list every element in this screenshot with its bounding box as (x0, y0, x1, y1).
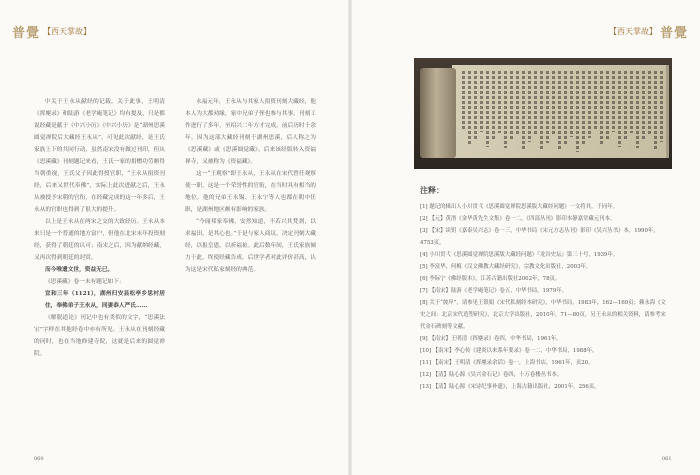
calligraphy-column (498, 71, 501, 133)
paragraph: 《思溪藏》卷一末有题记如下： (45, 279, 125, 285)
footnote: [7] 【南宋】陆游《老学庵笔记》卷五，中华书局，1979年。 (420, 288, 568, 294)
calligraphy-column (486, 71, 489, 147)
calligraphy-column (528, 71, 531, 142)
footnote: [6] 李际宁《佛经版本》，江苏古籍出版社2002年，78页。 (420, 276, 561, 282)
calligraphy-column (534, 71, 537, 135)
calligraphy-column (636, 71, 639, 148)
calligraphy-column (618, 71, 621, 147)
paragraph: 中关于王永从献经的记载。关于此事，王明清《挥麈录》和陆游《老学庵笔记》均有提及，只是都说经藏是献于《中兴小历》《中兴小历》是“湖州思溪圆觉禅院后大藏经王永从”，可见此次献经，是王氏家族上下的共同行动，虽然南宋没有做过刊印，但从《思溪藏》刊刻题记来看，王氏一家的捐赠功劳颇得当朝重视，王氏父子因此得授官职，“王永从捐资刊经，后来又世代奉佛”，实际上此次进献之后，王永从被授予宋朝的官衔，在经藏完成的这一年多后，王永从的官职也得到了很大的提升。 (34, 99, 165, 213)
calligraphy-column (516, 71, 519, 134)
footnote: [3] 【宋】谈钥《嘉泰吴兴志》卷一三，中华书局《宋元方志丛刊》影印《吴兴丛书》本，1990年，4753页。 (420, 228, 659, 246)
calligraphy-column (510, 71, 513, 141)
calligraphy-column (660, 71, 663, 142)
calligraphy-column (594, 71, 597, 131)
footnote: [8] 关于“彼岸”，请参见王银娟《宋代私刻经本研究》，中华书局，1983年，162—169页；赖永海《文史之间：北京宋代造塑研究》，北京大学出版社，2010年，71—80页。另王永从的相关资料，请参考宋代金石碑刻等文献。 (420, 300, 666, 330)
calligraphy-column (504, 71, 507, 148)
calligraphy-column (522, 71, 525, 149)
calligraphy-column (474, 71, 477, 139)
footnote: [9] 【南宋】王明清《挥麈录》卷四，中华书局，1961年。 (420, 336, 562, 342)
footnote: [10] 【南宋】李心传《建炎以来系年要录》卷一二，中华书局，1988年。 (420, 348, 598, 354)
calligraphy-column (654, 71, 657, 149)
paragraph: 《解脱道论》刊记中也有类似的文字，“思溪法宝”字样在其他经卷中亦有所见。王永从在刊刻经藏的同时，也在当地修建寺院，这就是后来的圆觉禅院。 (34, 315, 165, 357)
calligraphy-column (648, 71, 651, 134)
text-column-1 (34, 96, 165, 360)
footnote: [11] 【南宋】王明清《挥麈录余话》卷一，上海书店，1961年，页20。 (420, 360, 594, 366)
sutra-scroll-photo (414, 58, 672, 169)
section-tag: 【西天掌故】 (43, 26, 92, 36)
calligraphy-column (582, 71, 585, 145)
paragraph: “今闻邦家奉佛，安然知道，不若兴其梵刹，以求福田，是其心也。”于是与家人商议，决定刊刻大藏经，以报皇恩，以祈福祉。此后数年间，王氏家族倾力于此，终使经藏告成。后世学者对此评价甚高，认为这是宋代私家刻经的典范。 (185, 219, 316, 273)
calligraphy-column (642, 71, 645, 141)
text-column-2 (185, 96, 316, 276)
calligraphy-column (552, 71, 555, 136)
calligraphy-column (606, 71, 609, 139)
page-number-left: 060 (34, 456, 44, 462)
calligraphy-column (462, 71, 465, 131)
notes-heading: 注释： (420, 185, 444, 195)
calligraphy-column (600, 71, 603, 146)
right-page-header (609, 23, 688, 39)
calligraphy-column (480, 71, 483, 132)
calligraphy-column (540, 71, 543, 150)
calligraphy-column (612, 71, 615, 132)
calligraphy-column (564, 71, 567, 144)
calligraphy-column (588, 71, 591, 138)
calligraphy-column (630, 71, 633, 133)
section-tag: 【西天掌故】 (608, 26, 657, 36)
calligraphy-column (468, 71, 471, 146)
footnote: [4] 小川贯弌《思溪圆觉禅院思溪版大藏经问题》『龙谷史坛』第三十号，1939年。 (420, 252, 619, 258)
calligraphy-column (570, 71, 573, 137)
footnote: [2] 【元】黄溍《金华黄先生文集》卷一二，《四部丛刊》影印本静嘉堂藏元刊本。 (420, 216, 616, 222)
scroll-edge (666, 65, 669, 158)
page-number-right: 061 (662, 456, 672, 462)
left-page-header (12, 23, 91, 39)
footnote: [5] 李富华、何梅《汉文佛教大藏经研究》，宗教文化出版社，2003年。 (420, 264, 592, 270)
calligraphy-column (576, 71, 579, 152)
footnote: [1] 题记的辑出人小川贯弌《思溪圆觉禅院思溪版大藏经问题》一文将其，于同年。 (420, 204, 619, 210)
paragraph: 永福元年，王永从与其家人捐资刊刻大藏经，他本人为大都劝缘，家中兄弟子侄也参与其事。刊刻工作进行了多年，至绍兴二年方才完成，前后历时十余年。因为这部大藏经刊刻于湖州思溪，后人称之为《思溪藏》或《思溪圆觉藏》。后来该经版转入资福禅寺，又被称为《资福藏》。 (185, 99, 316, 165)
paragraph: 这一“王观察”即王永从，王永从在宋代曾任观察使一职，这是一个荣誉性的官衔，在当时具有相当的地位。他的兄弟王永锡、王永宁等人也都在朝中任职，是湖州地区颇有影响的家族。 (185, 171, 316, 213)
brand-logo-text: 普覺 (12, 25, 41, 41)
quote-paragraph: 宣和三年（1121），湖州归安县松亭乡思村居住，奉佛弟子王永从，同妻恭人严氏…… (45, 291, 165, 309)
calligraphy-column (558, 71, 561, 151)
calligraphy-column (546, 71, 549, 143)
footnotes-list (420, 201, 666, 393)
footnote: [12] 【清】陆心源《吴兴金石记》卷四，十万卷楼丛书本。 (420, 372, 563, 378)
calligraphy-column (492, 71, 495, 140)
calligraphy-column (624, 71, 627, 140)
scroll-roller (420, 68, 456, 158)
footnote: [13] 【清】陆心源《宋诗纪事补遗》，上海古籍出版社，2001年，256页。 (420, 384, 600, 390)
quote-paragraph: 而今唯遗文世，资益无已。 (45, 267, 114, 273)
brand-logo-text: 普覺 (659, 25, 688, 41)
paragraph: 以上是王永从在两宋之交的大致经历。王永从本来只是一个普通的地方富户，但他在北宋末年投资刻经，获得了朝廷的认可；南宋之后，因为献纳经藏，又再次得到朝廷的封赏。 (34, 219, 165, 261)
